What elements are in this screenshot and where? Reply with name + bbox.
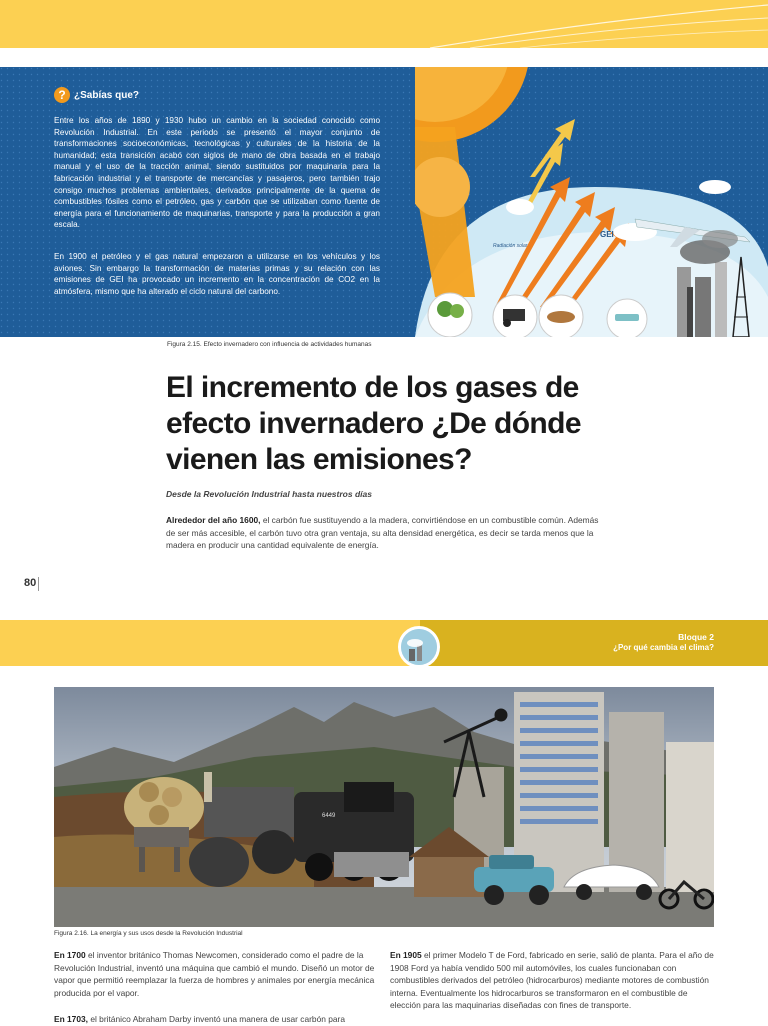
locomotive-number: 6449 [322, 813, 336, 819]
bloque-globe-icon [398, 626, 440, 668]
question-icon: ? [54, 87, 70, 103]
timeline-year: En 1905 [390, 950, 422, 960]
bloque-question: ¿Por qué cambia el clima? [613, 643, 714, 652]
section-header-band-dark [420, 620, 768, 666]
timeline-text: el británico Abraham Darby inventó una manera de usar carbón para [88, 1014, 345, 1024]
info-paragraph: Entre los años de 1890 y 1930 hubo un cambio en la sociedad conocido como Revolución Industrial. En este periodo se presentó el mayor conjunto de transformaciones socioeconómicas, tecnológicas y culturales de la historia de la humanidad; esta transición acabó con siglos de mano de obra basada en el trabajo manual y el uso de la tracción animal, siendo sustituidos por maquinaria para la fabricación industrial y el transporte de mercancías y pasajeros, pero también trajo consigo muchos problemas ambientales, derivados principalmente de la quema de combustibles fósiles como el petróleo, gas y carbón que se utilizaban como fuente de energía para el funcionamiento de maquinarias, transporte y para la producción a gran escala. [54, 116, 380, 230]
radiation-label: Radiación solar [493, 243, 528, 249]
article-subtitle: Desde la Revolución Industrial hasta nuestros días [166, 489, 372, 499]
figure-caption: Figura 2.15. Efecto invernadero con influencia de actividades humanas [167, 341, 372, 348]
info-paragraph: En 1900 el petróleo y el gas natural empezaron a utilizarse en los vehículos y los aviones. Sin embargo la transformación de materias primas y su relación con las emisiones de GEI ha provocado un incremento en la concentración de CO2 en la atmósfera, mismo que ha alterado el ciclo natural del carbono. [54, 252, 380, 296]
page-number-divider [38, 577, 39, 591]
bloque-label: Bloque 2 [678, 632, 714, 642]
page-number: 80 [24, 577, 37, 589]
timeline-text: el inventor británico Thomas Newcomen, considerado como el padre de la Revolución Industrial, inventó una máquina que cambió el mundo. Diseñó un motor de vapor que permitió reemplazar la fuerza de hombres y animales por energía mecánica producida por el vapor. [54, 950, 375, 998]
timeline-text: el primer Modelo T de Ford, fabricado en serie, salió de planta. Para el año de 1908 Ford ya había vendido 500 mil automóviles, los cuales funcionaban con combustibles derivados del petróleo (hidrocarburos) mediante motores de combustión interna. Eventualmente los hidrocarburos se transformaron en el combustible de elección para las maquinarias diseñadas con fines de transporte. [390, 950, 714, 1011]
article-title: El incremento de los gases de efecto invernadero ¿De dónde vienen las emisiones? [166, 371, 581, 476]
intro-paragraph [166, 514, 606, 552]
info-heading: ¿Sabías que? [74, 90, 140, 101]
timeline-year: En 1703, [54, 1014, 88, 1024]
timeline-paragraph [54, 949, 378, 999]
industrial-energy-collage [54, 687, 714, 927]
intro-text: el carbón fue sustituyendo a la madera, convirtiéndose en un combustible común. Además de ser más accesible, el carbón tuvo otra gran ventaja, su alta densidad energética, es decir se tarda menos que la madera en producir una cantidad equivalente de energía. [166, 515, 599, 551]
intro-lead: Alrededor del año 1600, [166, 515, 261, 525]
timeline-year: En 1700 [54, 950, 86, 960]
gei-label: GEI [600, 230, 614, 239]
timeline-paragraph [390, 949, 714, 1012]
section-header-band [0, 620, 420, 666]
steam-roller-icon [189, 772, 296, 887]
greenhouse-effect-illustration [415, 67, 768, 337]
band-swoosh-lines [0, 0, 768, 48]
figure-caption: Figura 2.16. La energía y sus usos desde la Revolución Industrial [54, 930, 243, 937]
